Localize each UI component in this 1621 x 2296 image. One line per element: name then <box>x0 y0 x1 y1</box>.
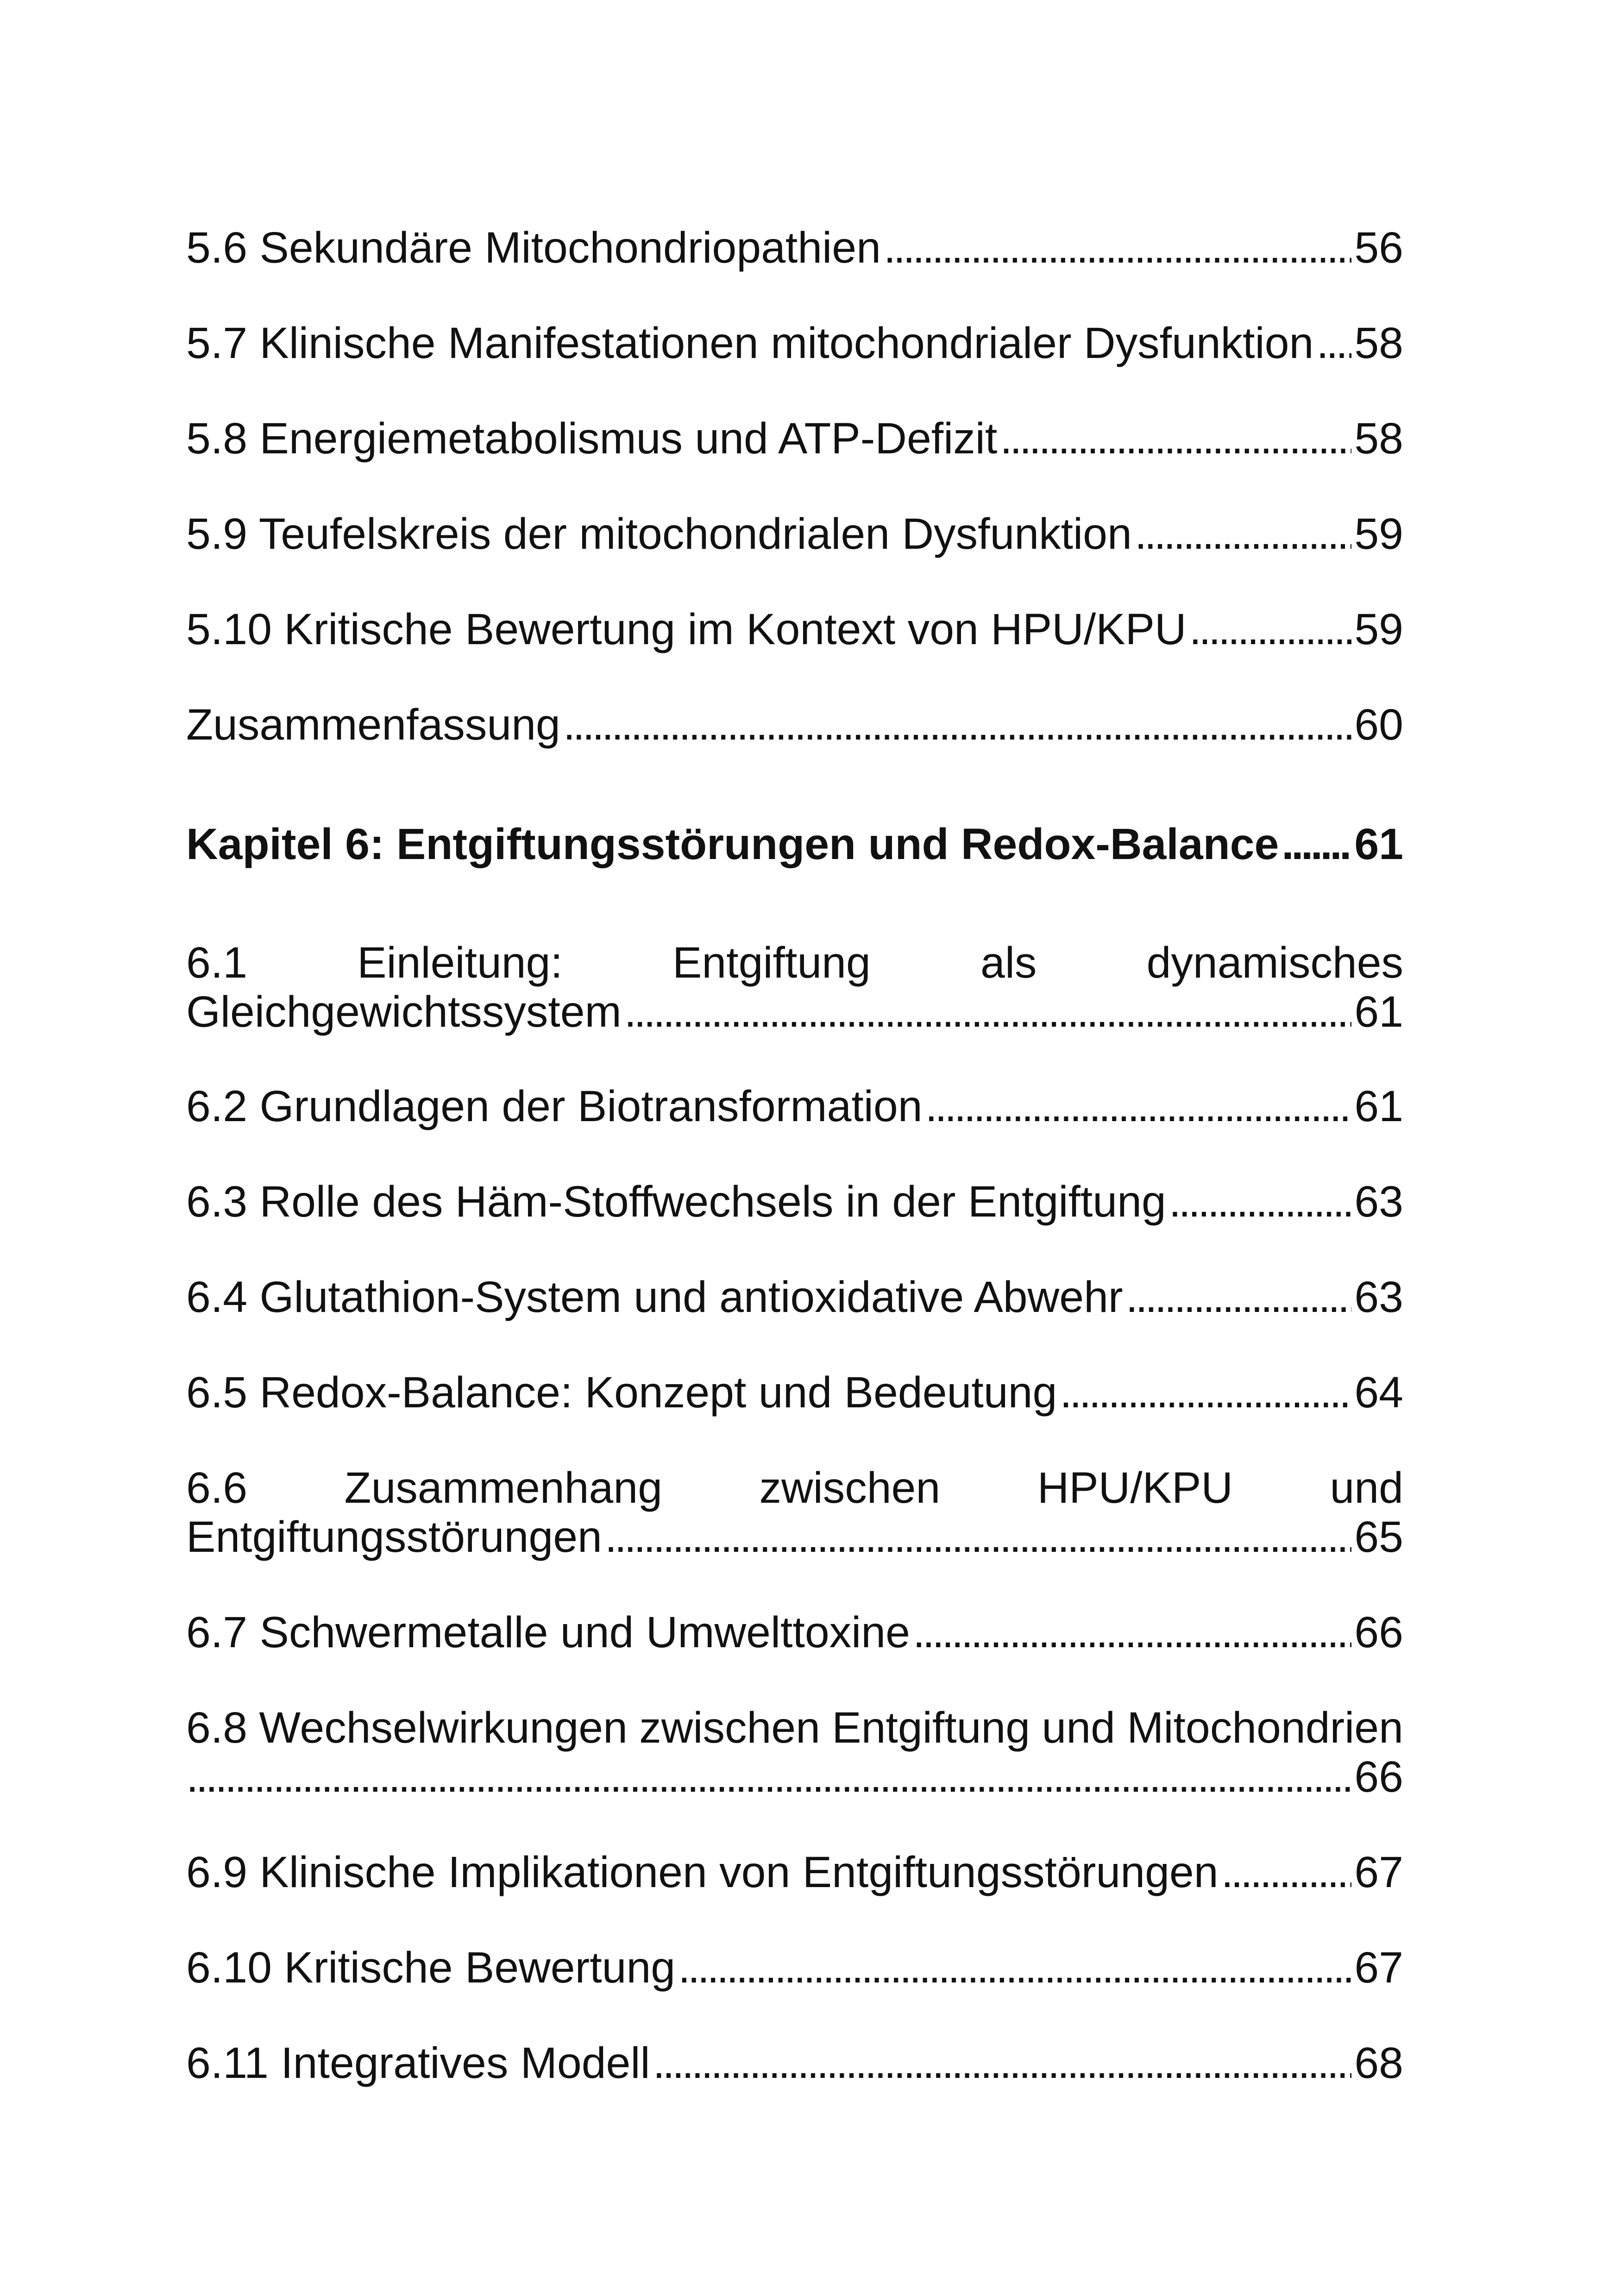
toc-entry-title-line2: Entgiftungsstörungen <box>186 1512 602 1562</box>
toc-entry-page: 66 <box>1354 1752 1403 1801</box>
title-word: Wechselwirkungen <box>259 1703 628 1752</box>
toc-entry[interactable] <box>186 938 1403 1036</box>
title-word: zwischen <box>759 1463 941 1512</box>
toc-entry[interactable] <box>186 1703 1403 1801</box>
title-word: Entgiftung <box>832 1703 1030 1752</box>
title-word: 6.1 <box>186 938 248 987</box>
dot-leader <box>678 1943 1351 1992</box>
dot-leader <box>884 223 1351 272</box>
toc-entry[interactable] <box>186 223 1403 272</box>
toc-entry-title: Zusammenfassung <box>186 700 560 749</box>
toc-entry-title-line2: Gleichgewichtssystem <box>186 987 622 1036</box>
toc-entry-title: 6.3 Rolle des Häm-Stoffwechsels in der Entgiftung <box>186 1177 1166 1226</box>
dot-leader <box>1126 1273 1352 1322</box>
toc-entry-page: 67 <box>1354 1943 1403 1992</box>
toc-entry-title: 5.6 Sekundäre Mitochondriopathien <box>186 223 881 272</box>
toc-entry-title: 6.7 Schwermetalle und Umwelttoxine <box>186 1608 910 1657</box>
title-word: als <box>980 938 1037 987</box>
toc-chapter-entry[interactable] <box>186 820 1403 869</box>
toc-entry-title: 5.8 Energiemetabolismus und ATP-Defizit <box>186 414 998 463</box>
dot-leader <box>1189 605 1352 654</box>
title-word: Zusammenhang <box>344 1463 663 1512</box>
chapter-title: Kapitel 6: Entgiftungsstörungen und Redox-Balance <box>186 820 1279 869</box>
dot-leader <box>1282 820 1351 869</box>
toc-entry-page: 61 <box>1354 820 1403 869</box>
toc-entry[interactable] <box>186 1177 1403 1226</box>
toc-entry-title: 6.4 Glutathion-System und antioxidative Abwehr <box>186 1273 1123 1322</box>
title-word: und <box>1042 1703 1115 1752</box>
title-word: 6.8 <box>186 1703 248 1752</box>
toc-entry-title-line1 <box>186 1703 1403 1752</box>
toc-entry[interactable] <box>186 414 1403 463</box>
toc-entry-page: 60 <box>1354 700 1403 749</box>
title-word: dynamisches <box>1146 938 1403 987</box>
dot-leader <box>563 700 1351 749</box>
toc-entry[interactable] <box>186 1943 1403 1992</box>
toc-entry[interactable] <box>186 2039 1403 2088</box>
dot-leader <box>1000 414 1351 463</box>
toc-entry-title: 5.10 Kritische Bewertung im Kontext von HPU/KPU <box>186 605 1187 654</box>
toc-entry-page: 63 <box>1354 1273 1403 1322</box>
toc-entry-title-line1 <box>186 1463 1403 1512</box>
toc-entry[interactable] <box>186 605 1403 654</box>
title-word: 6.6 <box>186 1463 248 1512</box>
toc-entry[interactable] <box>186 1082 1403 1131</box>
toc-entry-page: 59 <box>1354 509 1403 558</box>
toc-entry[interactable] <box>186 1848 1403 1897</box>
toc-entry-title: 6.5 Redox-Balance: Konzept und Bedeutung <box>186 1368 1057 1417</box>
toc-entry-page: 66 <box>1354 1608 1403 1657</box>
toc-entry[interactable] <box>186 700 1403 749</box>
toc-entry-title: 6.2 Grundlagen der Biotransformation <box>186 1082 923 1131</box>
toc-entry-page: 63 <box>1354 1177 1403 1226</box>
toc-entry-title: 6.11 Integratives Modell <box>186 2039 650 2088</box>
toc-entry[interactable] <box>186 319 1403 368</box>
dot-leader <box>925 1082 1352 1131</box>
dot-leader <box>605 1512 1351 1562</box>
dot-leader <box>653 2039 1352 2088</box>
title-word: Einleitung: <box>357 938 563 987</box>
dot-leader <box>1221 1848 1352 1897</box>
title-word: Mitochondrien <box>1127 1703 1403 1752</box>
toc-entry-title: 5.7 Klinische Manifestationen mitochondrialer Dysfunktion <box>186 319 1314 368</box>
dot-leader <box>1169 1177 1352 1226</box>
toc-entry-page: 56 <box>1354 223 1403 272</box>
toc-entry-page: 64 <box>1354 1368 1403 1417</box>
toc-entry-title: 6.10 Kritische Bewertung <box>186 1943 676 1992</box>
toc-entry[interactable] <box>186 1368 1403 1417</box>
toc-entry-page: 68 <box>1354 2039 1403 2088</box>
toc-entry-title: 6.9 Klinische Implikationen von Entgiftungsstörungen <box>186 1848 1219 1897</box>
dot-leader <box>1316 319 1351 368</box>
dot-leader <box>624 987 1352 1036</box>
title-word: Entgiftung <box>672 938 871 987</box>
toc-entry-page: 61 <box>1354 987 1403 1036</box>
toc-entry-title-line1 <box>186 938 1403 987</box>
dot-leader <box>913 1608 1351 1657</box>
toc-entry-page: 67 <box>1354 1848 1403 1897</box>
title-word: und <box>1330 1463 1403 1512</box>
toc-entry-title: 5.9 Teufelskreis der mitochondrialen Dysfunktion <box>186 509 1132 558</box>
dot-leader <box>1135 509 1352 558</box>
toc-entry-page: 58 <box>1354 414 1403 463</box>
title-word: HPU/KPU <box>1037 1463 1233 1512</box>
toc-entry[interactable] <box>186 1273 1403 1322</box>
toc-entry[interactable] <box>186 509 1403 558</box>
toc-entry-page: 59 <box>1354 605 1403 654</box>
toc-entry-page: 58 <box>1354 319 1403 368</box>
toc-entry[interactable] <box>186 1608 1403 1657</box>
toc-entry-page: 61 <box>1354 1082 1403 1131</box>
toc-entry[interactable] <box>186 1463 1403 1562</box>
dot-leader <box>1060 1368 1351 1417</box>
dot-leader <box>186 1752 1351 1801</box>
title-word: zwischen <box>639 1703 820 1752</box>
toc-entry-page: 65 <box>1354 1512 1403 1562</box>
